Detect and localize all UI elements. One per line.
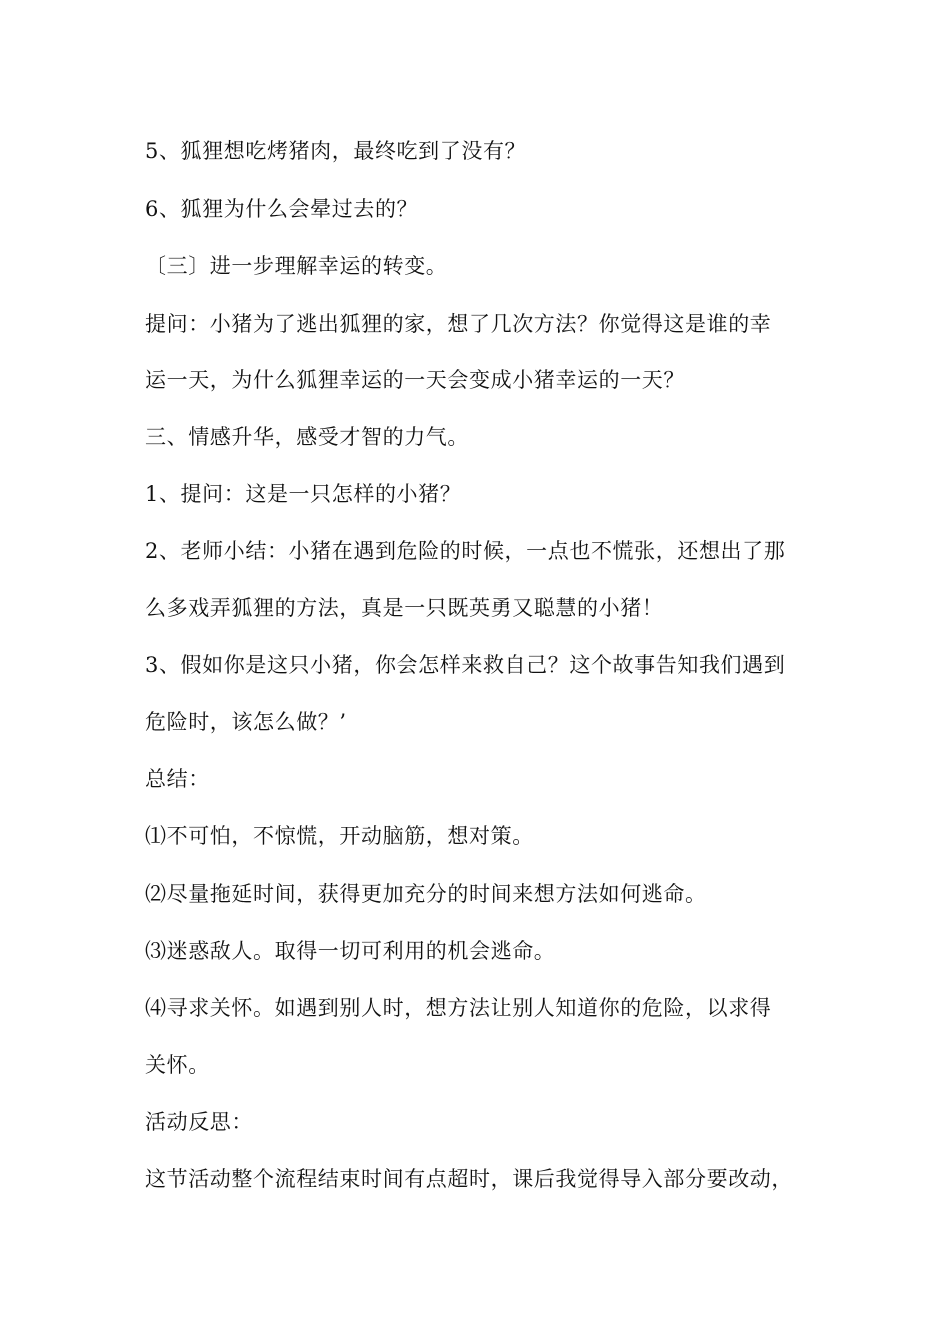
paragraph-question-line-1: 提问：小猪为了逃出狐狸的家，想了几次方法？你觉得这是谁的幸 — [145, 312, 772, 336]
question-6: 6、狐狸为什么会晕过去的？ — [145, 197, 419, 221]
item-2-line-2: 么多戏弄狐狸的方法，真是一只既英勇又聪慧的小猪！ — [145, 596, 664, 620]
reflection-heading: 活动反思： — [145, 1110, 253, 1134]
item-3-line-2: 危险时，该怎么做？’ — [145, 710, 347, 734]
summary-heading: 总结： — [145, 767, 210, 791]
paragraph-question-line-2: 运一天，为什么狐狸幸运的一天会变成小猪幸运的一天？ — [145, 368, 685, 392]
item-1: 1、提问：这是一只怎样的小猪？ — [145, 482, 462, 506]
item-3-line-1: 3、假如你是这只小猪，你会怎样来救自己？这个故事告知我们遇到 — [145, 653, 786, 677]
item-2-line-1: 2、老师小结：小猪在遇到危险的时候，一点也不慌张，还想出了那 — [145, 539, 786, 563]
summary-point-3: ⑶迷惑敌人。取得一切可利用的机会逃命。 — [145, 939, 556, 963]
summary-point-2: ⑵尽量拖延时间，获得更加充分的时间来想方法如何逃命。 — [145, 882, 707, 906]
section-emotion-heading: 三、情感升华，感受才智的力气。 — [145, 425, 469, 449]
summary-point-1: ⑴不可怕，不惊慌，开动脑筋，想对策。 — [145, 824, 534, 848]
summary-point-4-line-2: 关怀。 — [145, 1053, 210, 1077]
summary-point-4-line-1: ⑷寻求关怀。如遇到别人时，想方法让别人知道你的危险，以求得 — [145, 996, 772, 1020]
reflection-paragraph: 这节活动整个流程结束时间有点超时，课后我觉得导入部分要改动， — [145, 1167, 793, 1191]
section-3-heading: 〔三〕进一步理解幸运的转变。 — [145, 254, 448, 278]
question-5: 5、狐狸想吃烤猪肉，最终吃到了没有？ — [145, 139, 527, 163]
